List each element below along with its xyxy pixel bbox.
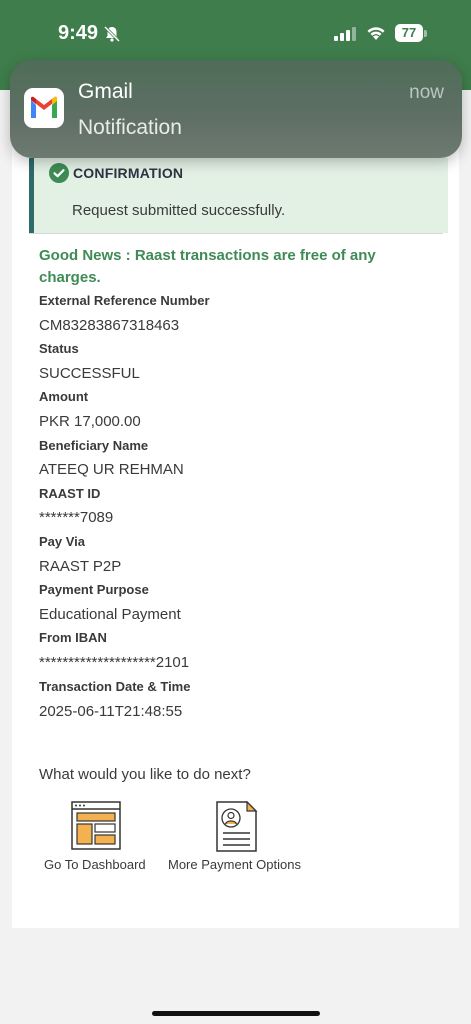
raast-id-label: RAAST ID	[39, 486, 101, 501]
dashboard-icon[interactable]	[71, 801, 123, 851]
check-circle-icon	[49, 163, 69, 183]
payment-purpose-value: Educational Payment	[39, 606, 181, 623]
confirmation-message: Request submitted successfully.	[72, 202, 286, 219]
reference-number-value: CM83283867318463	[39, 317, 180, 334]
beneficiary-name-label: Beneficiary Name	[39, 438, 149, 453]
beneficiary-name-value: ATEEQ UR REHMAN	[39, 461, 184, 478]
bell-slash-icon	[103, 25, 121, 43]
payment-document-icon[interactable]	[216, 801, 258, 853]
more-payment-options-button[interactable]: More Payment Options	[168, 857, 301, 872]
good-news-text: Good News : Raast transactions are free of any charges.	[39, 247, 376, 286]
notification-app-name: Gmail	[78, 80, 133, 103]
status-bar	[0, 0, 471, 60]
from-iban-value: ********************2101	[39, 654, 190, 671]
gmail-notification[interactable]	[10, 60, 462, 158]
reference-number-label: External Reference Number	[39, 293, 210, 308]
battery-icon: 77	[395, 24, 423, 42]
go-to-dashboard-button[interactable]: Go To Dashboard	[44, 857, 146, 872]
from-iban-label: From IBAN	[39, 630, 107, 645]
transaction-datetime-label: Transaction Date & Time	[39, 679, 191, 694]
notification-body: Notification	[78, 116, 182, 139]
status-time: 9:49	[58, 22, 99, 44]
wifi-icon	[366, 25, 386, 41]
signal-icon	[334, 27, 356, 41]
amount-label: Amount	[39, 389, 89, 404]
next-action-prompt: What would you like to do next?	[39, 766, 251, 783]
status-label: Status	[39, 341, 79, 356]
transaction-datetime-value: 2025-06-11T21:48:55	[39, 703, 183, 720]
home-indicator[interactable]	[152, 1011, 320, 1016]
battery-tip	[424, 30, 427, 37]
status-value: SUCCESSFUL	[39, 365, 140, 382]
notification-time: now	[409, 82, 444, 103]
raast-id-value: *******7089	[39, 509, 114, 526]
pay-via-label: Pay Via	[39, 534, 86, 549]
divider	[29, 233, 443, 234]
confirmation-box	[29, 158, 448, 233]
confirmation-title: CONFIRMATION	[73, 165, 184, 181]
gmail-icon	[24, 88, 64, 128]
payment-purpose-label: Payment Purpose	[39, 582, 149, 597]
amount-value: PKR 17,000.00	[39, 413, 141, 430]
pay-via-value: RAAST P2P	[39, 558, 122, 575]
